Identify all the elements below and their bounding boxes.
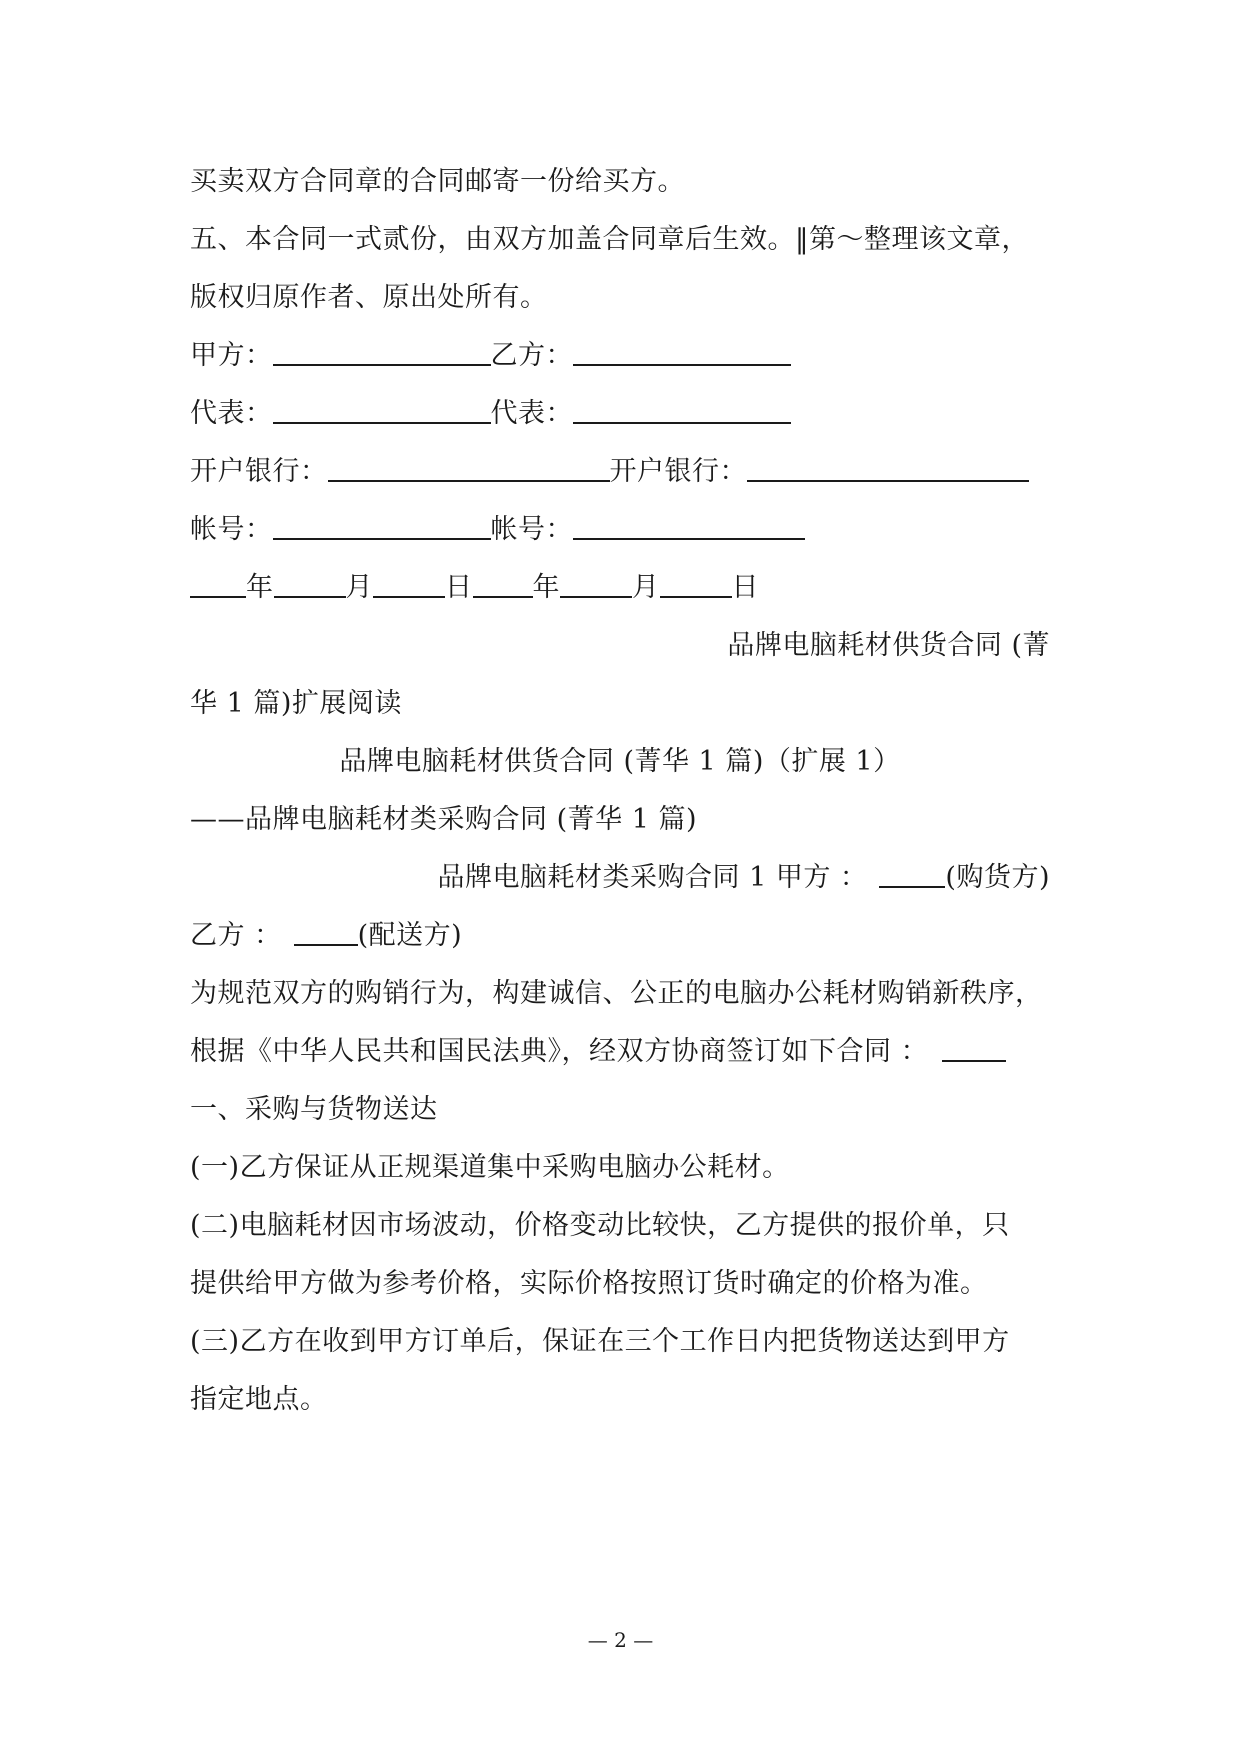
party-a-label: 甲方： — [190, 340, 273, 371]
month-label: 月 — [632, 572, 660, 603]
acct-a-label: 帐号： — [190, 514, 273, 545]
year-label: 年 — [246, 572, 274, 603]
text-line: (三)乙方在收到甲方订单后，保证在三个工作日内把货物送达到甲方 — [190, 1326, 1010, 1357]
year-label: 年 — [532, 572, 560, 603]
year-blank — [473, 570, 533, 598]
rep-b-label: 代表： — [490, 398, 573, 429]
year-blank — [190, 570, 246, 598]
party-b-label: 乙方： — [490, 340, 573, 371]
text-line: 为规范双方的购销行为，构建诚信、公正的电脑办公耗材购销新秩序， — [190, 978, 1043, 1009]
bank-a-blank — [328, 454, 610, 482]
seller-prefix: 乙方 ： — [190, 920, 282, 951]
intro-line — [190, 1034, 1050, 1070]
month-label: 月 — [345, 572, 373, 603]
seller-suffix: (配送方) — [357, 920, 463, 951]
text-line: (一)乙方保证从正规渠道集中采购电脑办公耗材。 — [190, 1152, 790, 1183]
month-blank — [560, 570, 632, 598]
intro-text: 根据《中华人民共和国民法典》，经双方协商签订如下合同 ： — [190, 1036, 929, 1067]
acct-b-blank — [573, 512, 805, 540]
text-line: 提供给甲方做为参考价格，实际价格按照订货时确定的价格为准。 — [190, 1268, 988, 1299]
representative-line — [190, 396, 1050, 432]
day-blank — [373, 570, 445, 598]
acct-b-label: 帐号： — [490, 514, 573, 545]
intro-blank — [942, 1034, 1006, 1062]
rep-a-label: 代表： — [190, 398, 273, 429]
month-blank — [274, 570, 346, 598]
date-line — [190, 570, 1050, 606]
account-line — [190, 512, 1050, 548]
bank-a-label: 开户银行： — [190, 456, 328, 487]
rep-b-blank — [573, 396, 791, 424]
acct-a-blank — [273, 512, 491, 540]
text-line: 指定地点。 — [190, 1384, 328, 1415]
rep-a-blank — [273, 396, 491, 424]
buyer-prefix: 品牌电脑耗材类采购合同 1 甲方 ： — [437, 862, 868, 893]
extension-heading: 品牌电脑耗材供货合同 (菁华 1 篇)（扩展 1） — [339, 746, 901, 777]
text-line: 买卖双方合同章的合同邮寄一份给买方。 — [190, 166, 685, 197]
bank-line — [190, 454, 1050, 490]
buyer-suffix: (购货方) — [945, 862, 1050, 893]
text-line: (二)电脑耗材因市场波动，价格变动比较快，乙方提供的报价单，只 — [190, 1210, 1010, 1241]
seller-blank — [294, 918, 358, 946]
day-label: 日 — [731, 572, 759, 603]
party-line — [190, 338, 1050, 374]
extension-subtitle: ——品牌电脑耗材类采购合同 (菁华 1 篇) — [190, 804, 697, 835]
party-b-blank — [573, 338, 791, 366]
buyer-blank — [879, 860, 945, 888]
day-label: 日 — [445, 572, 473, 603]
page-number: — 2 — — [587, 1628, 654, 1652]
seller-line — [190, 918, 1050, 954]
extension-title-cont: 华 1 篇)扩展阅读 — [190, 688, 402, 719]
party-a-blank — [273, 338, 491, 366]
day-blank — [660, 570, 732, 598]
text-line: 五、本合同一式贰份，由双方加盖合同章后生效。‖第～整理该文章， — [190, 224, 1029, 255]
extension-title: 品牌电脑耗材供货合同 (菁 — [727, 630, 1050, 661]
text-line: 版权归原作者、原出处所有。 — [190, 282, 548, 313]
buyer-line — [190, 860, 1050, 896]
section-heading: 一、采购与货物送达 — [190, 1094, 438, 1125]
bank-b-blank — [747, 454, 1029, 482]
bank-b-label: 开户银行： — [609, 456, 747, 487]
